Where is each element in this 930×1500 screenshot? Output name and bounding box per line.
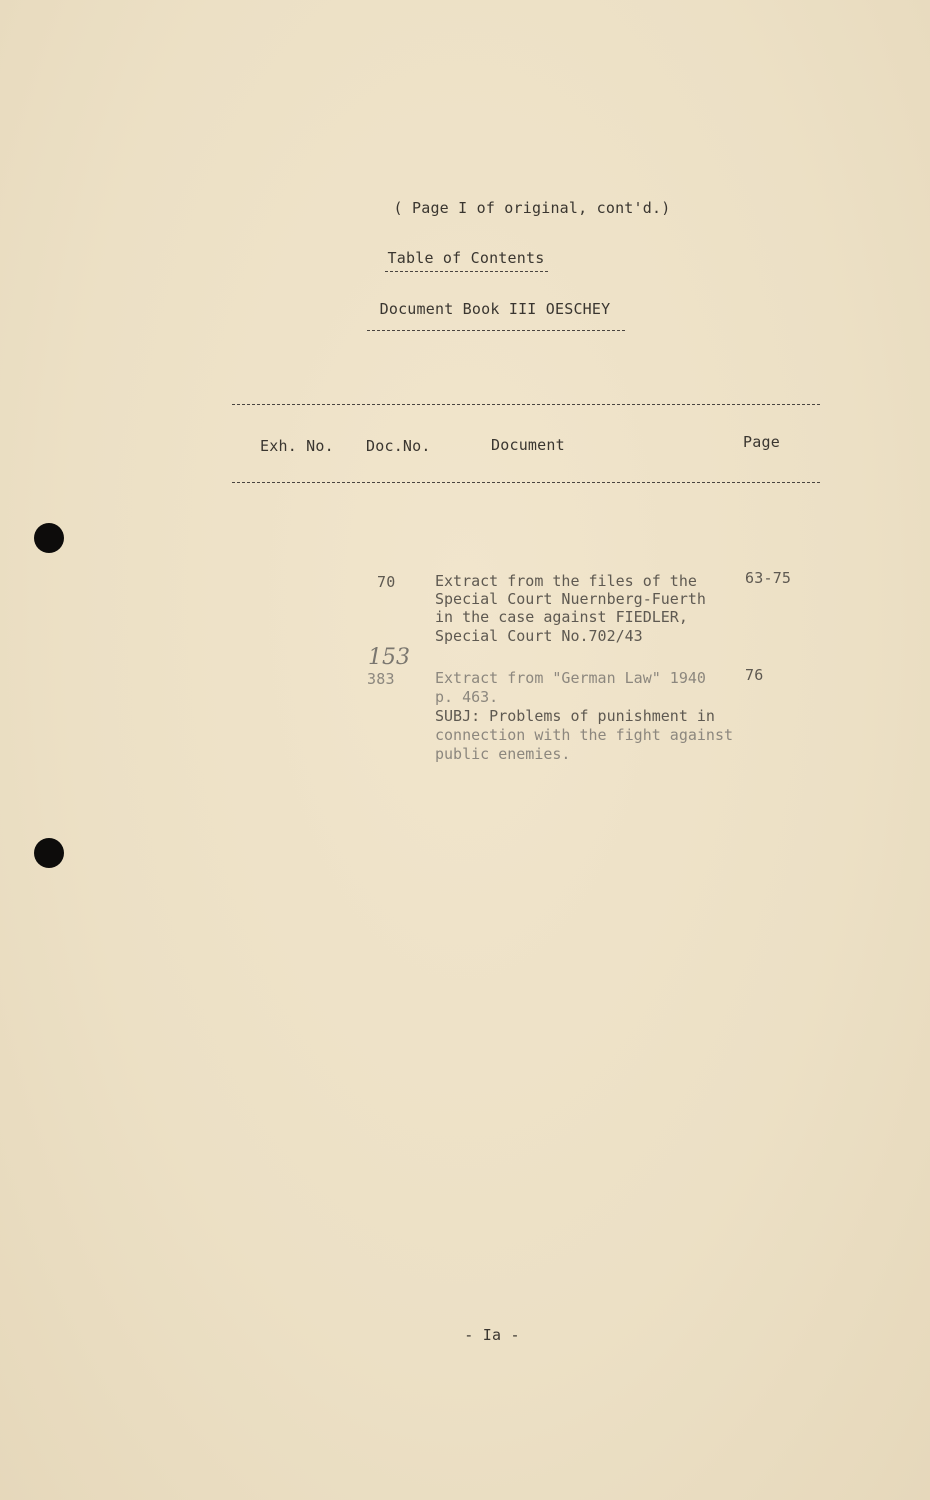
column-header-document: Document [491,436,565,454]
row-doc-no: 70 [377,573,396,591]
continuation-note: ( Page I of original, cont'd.) [393,199,671,217]
row-doc-no: 383 [367,670,395,688]
table-top-rule [232,404,820,405]
punch-hole-bottom [34,838,64,868]
punch-hole-top [34,523,64,553]
row-document-line: Special Court Nuernberg-Fuerth [435,590,706,608]
column-header-doc-no: Doc.No. [366,437,431,455]
row-document-line: Extract from the files of the [435,572,697,590]
row-document-line: SUBJ: Problems of punishment in [435,707,715,725]
document-book-underline [367,330,625,331]
column-header-page: Page [743,433,780,451]
row-exh-no-handwritten: 153 [368,645,410,670]
document-book-title: Document Book III OESCHEY [379,300,611,318]
row-document-line: p. 463. [435,688,499,706]
column-header-exh-no: Exh. No. [260,437,334,455]
toc-title: Table of Contents [387,249,545,267]
row-document-line: Extract from "German Law" 1940 [435,669,706,687]
row-document-line: connection with the fight against [435,726,734,744]
toc-title-underline [385,271,548,272]
table-header-rule [232,482,820,483]
row-document-line: in the case against FIEDLER, [435,608,688,626]
row-document-line: Special Court No.702/43 [435,627,643,645]
row-page: 76 [745,666,764,684]
row-page: 63-75 [745,569,792,587]
row-document-line: public enemies. [435,745,571,763]
page-number: - Ia - [464,1326,520,1344]
